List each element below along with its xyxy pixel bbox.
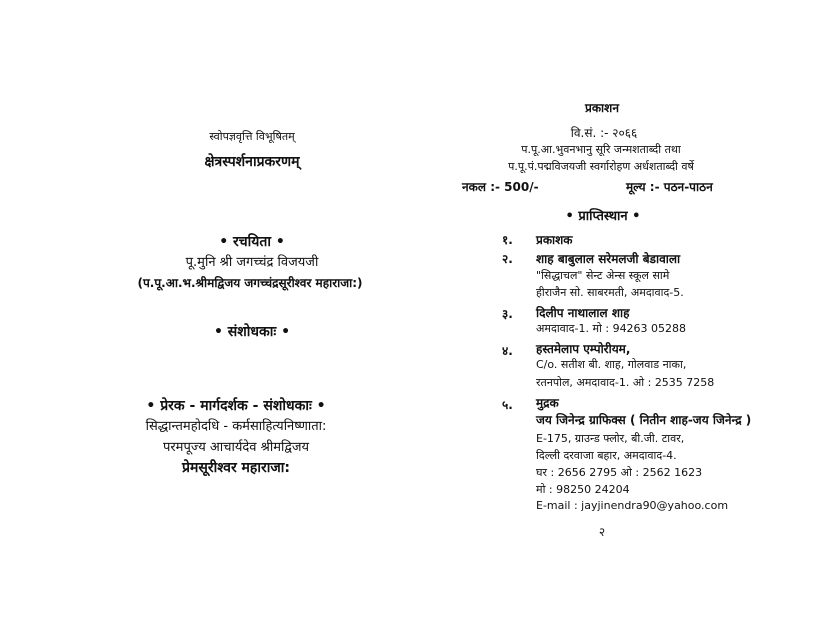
entry-line: दिल्ली दरवाजा बहार, अमदावाद-4. [536, 449, 677, 462]
occasion-line-1: प.पू.आ.भुवनभानु सूरि जन्मशताब्दी तथा [521, 143, 681, 156]
publication-heading: प्रकाशन [585, 101, 619, 115]
author-heading: • रचयिता • [219, 234, 285, 250]
entry-line: हीराजैन सो. साबरमती, अमदावाद-5. [536, 286, 684, 299]
entry-line: "सिद्धाचल" सेन्ट अेन्स स्कूल सामे [536, 269, 670, 282]
inspirer-heading: • प्रेरक - मार्गदर्शक - संशोधकाः • [146, 398, 326, 414]
availability-heading: • प्राप्तिस्थान • [565, 209, 641, 224]
entry-line: E-mail : jayjinendra90@yahoo.com [536, 499, 729, 512]
price: मूल्य :- पठन-पाठन [626, 180, 713, 194]
entry-number: ५. [502, 398, 513, 412]
entry-line: मो : 98250 24204 [536, 483, 630, 496]
author-guru: (प.पू.आ.भ.श्रीमद्विजय जगच्चंद्रसूरीश्वर महाराजा:) [137, 276, 363, 290]
entry-line: अमदावाद-1. मो : 94263 05288 [536, 322, 687, 335]
entry-name: शाह बाबुलाल सरेमलजी बेडावाला [536, 252, 681, 266]
entry-line: रतनपोल, अमदावाद-1. ओ : 2535 7258 [536, 376, 715, 389]
inspirer-line-2: परमपूज्य आचार्यदेव श्रीमद्विजय [162, 440, 310, 455]
entry-number: ३. [502, 307, 513, 321]
entry-name: हस्तमेलाप एम्पोरीयम, [536, 342, 631, 356]
copies: नकल :- 500/- [462, 180, 539, 194]
entry-line: E-175, ग्राउन्ड फ्लोर, बी.जी. टावर, [536, 432, 685, 445]
occasion-line-2: प.पू.पं.पद्मविजयजी स्वर्गारोहण अर्धशताब्दी वर्षे [508, 160, 694, 173]
entry-name: प्रकाशक [536, 233, 573, 247]
entry-line: जय जिनेन्द्र ग्राफिक्स ( नितीन शाह-जय जिनेन्द्र ) [536, 413, 752, 427]
inspirer-line-3: प्रेमसूरीश्वर महाराजा: [182, 460, 290, 476]
entry-number: १. [502, 233, 513, 247]
entry-number: ४. [502, 344, 513, 358]
vs-line: वि.सं. :- २०६६ [570, 126, 638, 140]
entry-name: मुद्रक [536, 396, 559, 410]
page-number: २ [598, 525, 606, 539]
author-name: पू.मुनि श्री जगच्चंद्र विजयजी [185, 255, 319, 270]
editor-heading: • संशोधकाः • [213, 324, 291, 340]
entry-line: घर : 2656 2795 ओ : 2562 1623 [536, 466, 703, 479]
inspirer-line-1: सिद्धान्तमहोदधि - कर्मसाहित्यनिष्णाता: [145, 419, 327, 434]
entry-name: दिलीप नाथालाल शाह [536, 306, 630, 320]
subtitle: स्वोपज्ञवृत्ति विभूषितम् [209, 130, 295, 143]
entry-number: २. [502, 252, 513, 266]
book-title: क्षेत्रस्पर्शनाप्रकरणम् [204, 154, 300, 170]
entry-line: C/o. सतीश बी. शाह, गोलवाड नाका, [536, 358, 687, 371]
